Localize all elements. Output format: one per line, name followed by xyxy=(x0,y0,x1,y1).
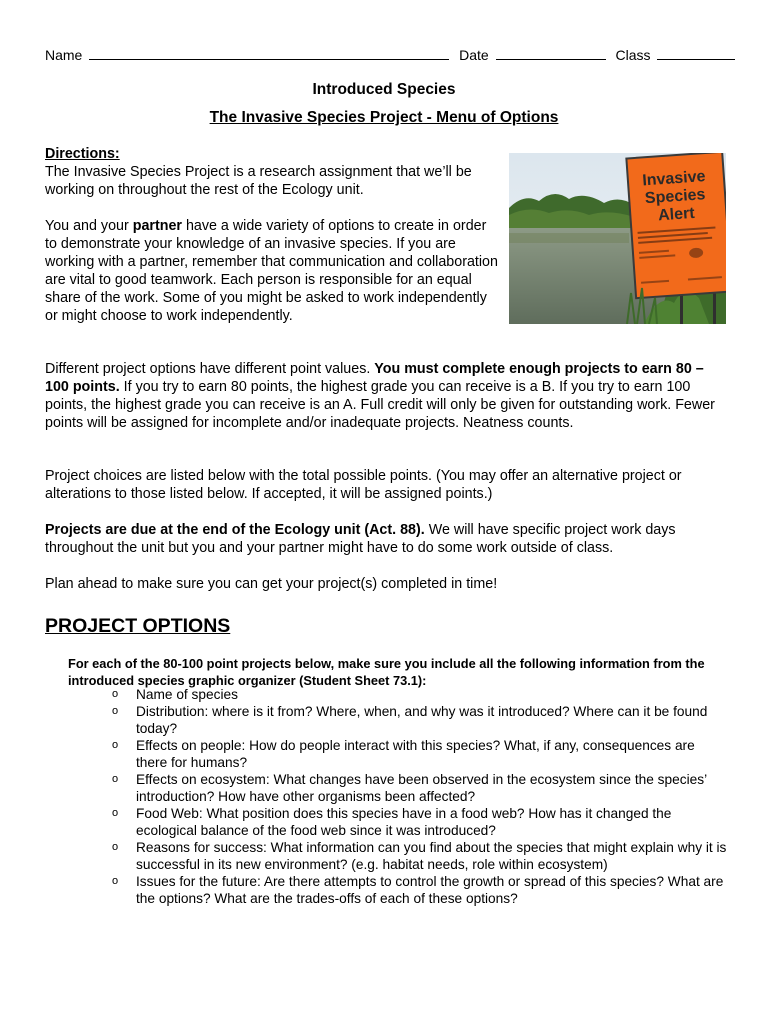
bullet-icon: o xyxy=(112,705,119,717)
class-label: Class xyxy=(615,47,651,63)
options-list xyxy=(108,686,728,907)
p3-a: Different project options have different point values. xyxy=(45,361,375,377)
bullet-icon: o xyxy=(112,841,119,853)
bullet-icon: o xyxy=(112,807,119,819)
bullet-icon: o xyxy=(112,875,119,887)
name-label: Name xyxy=(45,47,83,63)
list-item xyxy=(108,805,728,839)
page-subtitle xyxy=(0,109,768,127)
p2-a: You and your xyxy=(45,218,133,234)
date-label: Date xyxy=(459,47,489,63)
page-subtitle-text: The Invasive Species Project - Menu of Options xyxy=(209,109,559,126)
list-item xyxy=(108,737,728,771)
option-text: Distribution: where is it from? Where, when, and why was it introduced? Where can it be found today? xyxy=(136,704,708,736)
student-info-line xyxy=(45,45,725,64)
option-text: Name of species xyxy=(136,687,238,702)
class-blank[interactable] xyxy=(657,45,735,60)
option-text: Food Web: What position does this species have in a food web? How has it changed the ecological balance of the food web since it was introduced? xyxy=(136,806,672,838)
paragraph-due-date xyxy=(45,521,725,557)
list-item xyxy=(108,771,728,805)
paragraph-points xyxy=(45,360,725,432)
paragraph-plan-ahead: Plan ahead to make sure you can get your project(s) completed in time! xyxy=(45,576,498,592)
p3-c: If you try to earn 80 points, the highest grade you can receive is a B. If you try to earn 100 points, the highest grade you can receive is an A. Full credit will only be given for outstanding work. Fewer points will be assigned for incomplete and/or inadequate projects. Neatness counts. xyxy=(45,379,715,431)
option-text: Reasons for success: What information can you find about the species that might explain why it is successful in its new environment? (e.g. habitat needs, role within ecosystem) xyxy=(136,840,727,872)
list-item xyxy=(108,839,728,873)
p5-b: We will have specific project work days throughout the unit but you and your partner might have to do some work outside of class. xyxy=(45,522,676,556)
option-text: Issues for the future: Are there attempts to control the growth or spread of this species? What are the options? What are the trades-offs of each of these options? xyxy=(136,874,724,906)
invasive-species-photo xyxy=(509,153,726,324)
sign-line-1: Invasive xyxy=(641,168,706,190)
paragraph-partner xyxy=(45,217,500,325)
options-intro: For each of the 80-100 point projects below, make sure you include all the following information from the introduced species graphic organizer (Student Sheet 73.1): xyxy=(68,656,705,688)
option-text: Effects on people: How do people interact with this species? What, if any, consequences are there for humans? xyxy=(136,738,695,770)
p2-b: partner xyxy=(132,218,182,234)
paragraph-choices: Project choices are listed below with the total possible points. (You may offer an alternative project or alterations to those listed below. If accepted, it will be assigned points.) xyxy=(45,468,682,502)
bullet-icon: o xyxy=(112,688,119,700)
paragraph-intro: The Invasive Species Project is a research assignment that we’ll be working on throughout the rest of the Ecology unit. xyxy=(45,164,472,198)
list-item xyxy=(108,873,728,907)
sign-line-3: Alert xyxy=(657,204,696,225)
bullet-icon: o xyxy=(112,739,119,751)
project-options-heading: PROJECT OPTIONS xyxy=(45,615,231,637)
date-blank[interactable] xyxy=(496,45,606,60)
p3-b: You must complete enough projects to earn 80 – 100 points. xyxy=(45,361,704,395)
bullet-icon: o xyxy=(112,773,119,785)
photo-illustration xyxy=(509,153,726,324)
directions-heading: Directions: xyxy=(45,146,120,162)
name-blank[interactable] xyxy=(89,45,449,60)
list-item xyxy=(108,703,728,737)
list-item xyxy=(108,686,728,703)
p2-c: have a wide variety of options to create in order to demonstrate your knowledge of an invasive species. If you are working with a partner, remember that communication and collaboration are vital to good teamwork. Each person is responsible for an equal share of the work. Some of you might be asked to work independently or might choose to work independently. xyxy=(45,218,498,324)
sign-line-2: Species xyxy=(644,186,706,208)
page-title: Introduced Species xyxy=(312,81,456,98)
p5-a: Projects are due at the end of the Ecology unit (Act. 88). xyxy=(45,522,425,538)
option-text: Effects on ecosystem: What changes have been observed in the ecosystem since the species’ introduction? How have other organisms been affected? xyxy=(136,772,707,804)
